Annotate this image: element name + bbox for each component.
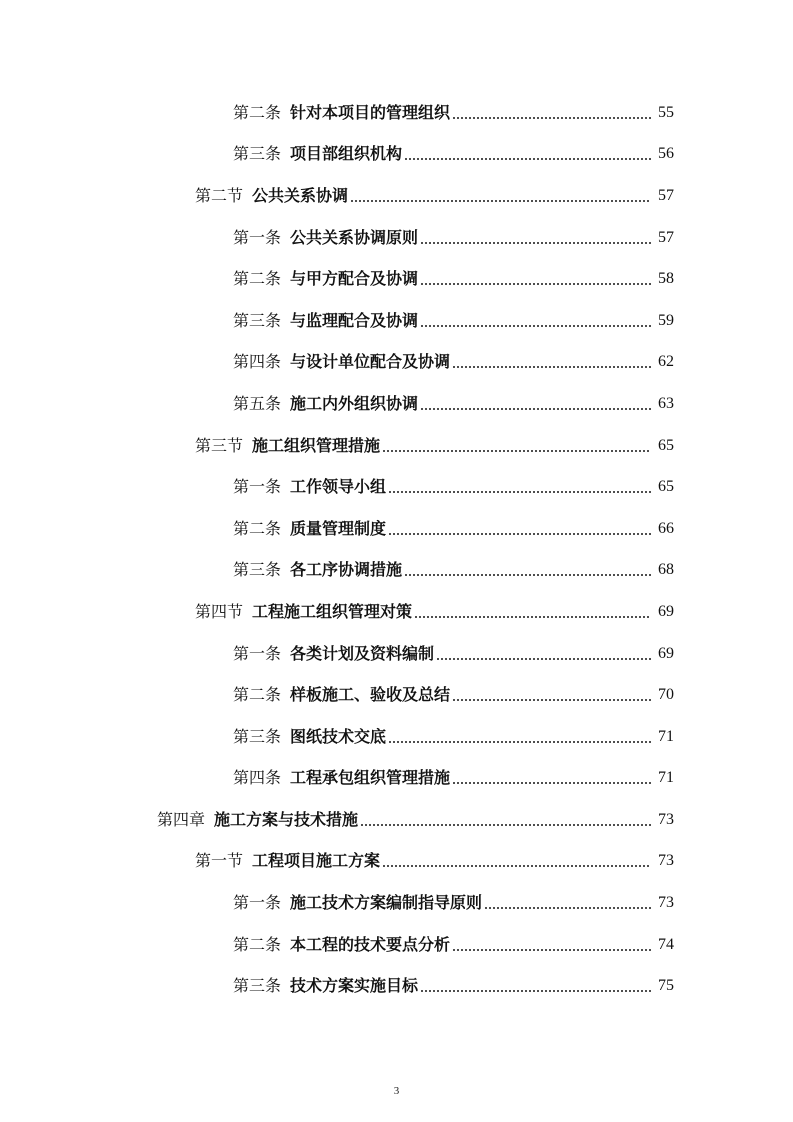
- toc-entry[interactable]: [0, 175, 793, 217]
- toc-entry-page: 66: [658, 519, 674, 537]
- toc-dot-leader: [452, 365, 651, 369]
- toc-entry-number: 第一条: [233, 227, 282, 247]
- toc-entry-title: 公共关系协调: [252, 185, 349, 205]
- toc-dot-leader: [420, 241, 651, 245]
- toc-entry-number: 第四节: [195, 601, 244, 621]
- toc-entry-number: 第四章: [157, 809, 206, 829]
- toc-entry-number: 第三条: [233, 726, 282, 746]
- toc-dot-leader: [436, 657, 651, 661]
- toc-entry-page: 62: [658, 353, 674, 371]
- toc-entry[interactable]: [0, 258, 793, 300]
- toc-entry-page: 73: [658, 894, 674, 912]
- toc-entry[interactable]: [0, 383, 793, 425]
- toc-dot-leader: [452, 116, 651, 120]
- toc-dot-leader: [452, 781, 651, 785]
- toc-dot-leader: [404, 157, 651, 161]
- toc-dot-leader: [414, 615, 651, 619]
- toc-entry[interactable]: [0, 799, 793, 841]
- toc-entry-title: 本工程的技术要点分析: [290, 934, 451, 954]
- toc-entry[interactable]: [0, 217, 793, 259]
- toc-entry-number: 第二条: [233, 518, 282, 538]
- toc-entry-title: 施工技术方案编制指导原则: [290, 893, 483, 913]
- toc-entry[interactable]: [0, 882, 793, 924]
- toc-entry-page: 69: [658, 602, 674, 620]
- toc-dot-leader: [382, 864, 651, 868]
- toc-entry-page: 71: [658, 727, 674, 745]
- toc-entry[interactable]: [0, 92, 793, 134]
- toc-dot-leader: [420, 282, 651, 286]
- toc-entry[interactable]: [0, 965, 793, 1007]
- toc-entry[interactable]: [0, 550, 793, 592]
- toc-entry-page: 65: [658, 436, 674, 454]
- toc-dot-leader: [388, 490, 651, 494]
- toc-entry[interactable]: [0, 300, 793, 342]
- toc-entry-number: 第二节: [195, 185, 244, 205]
- toc-entry[interactable]: [0, 924, 793, 966]
- toc-entry-title: 各类计划及资料编制: [290, 643, 435, 663]
- toc-entry-number: 第二条: [233, 685, 282, 705]
- toc-dot-leader: [350, 199, 651, 203]
- page-number: 3: [393, 1085, 400, 1097]
- toc-dot-leader: [420, 324, 651, 328]
- toc-entry-number: 第一条: [233, 893, 282, 913]
- toc-entry-title: 与监理配合及协调: [290, 310, 419, 330]
- toc-entry-page: 57: [658, 228, 674, 246]
- toc-entry-number: 第三条: [233, 310, 282, 330]
- toc-entry-page: 69: [658, 644, 674, 662]
- toc-entry-number: 第一条: [233, 643, 282, 663]
- toc-entry[interactable]: [0, 134, 793, 176]
- toc-entry-title: 施工组织管理措施: [252, 435, 381, 455]
- toc-entry-page: 75: [658, 977, 674, 995]
- toc-entry-number: 第二条: [233, 102, 282, 122]
- toc-entry-page: 56: [658, 145, 674, 163]
- toc-dot-leader: [484, 906, 651, 910]
- toc-entry[interactable]: [0, 674, 793, 716]
- toc-entry[interactable]: [0, 508, 793, 550]
- toc-dot-leader: [452, 698, 651, 702]
- toc-dot-leader: [382, 449, 651, 453]
- toc-dot-leader: [388, 532, 651, 536]
- toc-entry-number: 第三条: [233, 560, 282, 580]
- toc-entry[interactable]: [0, 841, 793, 883]
- toc-dot-leader: [404, 573, 651, 577]
- toc-entry-title: 工程施工组织管理对策: [252, 601, 413, 621]
- toc-entry-title: 施工方案与技术措施: [214, 809, 359, 829]
- toc-entry-title: 工作领导小组: [290, 477, 387, 497]
- toc-entry-number: 第二条: [233, 934, 282, 954]
- toc-dot-leader: [388, 740, 651, 744]
- toc-entry-title: 质量管理制度: [290, 518, 387, 538]
- toc-entry-page: 65: [658, 478, 674, 496]
- toc-entry-page: 73: [658, 852, 674, 870]
- toc-entry-page: 71: [658, 769, 674, 787]
- toc-entry-title: 技术方案实施目标: [290, 976, 419, 996]
- toc-entry[interactable]: [0, 342, 793, 384]
- toc-entry-page: 68: [658, 561, 674, 579]
- toc-entry-page: 55: [658, 103, 674, 121]
- toc-dot-leader: [420, 989, 651, 993]
- toc-entry-number: 第三条: [233, 976, 282, 996]
- toc-entry-title: 工程承包组织管理措施: [290, 768, 451, 788]
- toc-entry[interactable]: [0, 633, 793, 675]
- toc-entry[interactable]: [0, 758, 793, 800]
- toc-dot-leader: [360, 823, 651, 827]
- toc-entry-number: 第一条: [233, 477, 282, 497]
- toc-entry-number: 第五条: [233, 393, 282, 413]
- toc-entry-page: 70: [658, 686, 674, 704]
- toc-entry-page: 63: [658, 394, 674, 412]
- toc-entry-number: 第四条: [233, 352, 282, 372]
- toc-entry-title: 公共关系协调原则: [290, 227, 419, 247]
- toc-entry-page: 57: [658, 186, 674, 204]
- toc-entry-title: 针对本项目的管理组织: [290, 102, 451, 122]
- toc-entry[interactable]: [0, 425, 793, 467]
- toc-entry-number: 第三条: [233, 144, 282, 164]
- toc-dot-leader: [420, 407, 651, 411]
- table-of-contents: [0, 92, 793, 1007]
- toc-entry-title: 图纸技术交底: [290, 726, 387, 746]
- toc-dot-leader: [452, 948, 651, 952]
- toc-entry[interactable]: [0, 716, 793, 758]
- toc-entry-number: 第一节: [195, 851, 244, 871]
- toc-entry[interactable]: [0, 591, 793, 633]
- toc-entry-number: 第三节: [195, 435, 244, 455]
- toc-entry-page: 59: [658, 311, 674, 329]
- toc-entry-page: 58: [658, 270, 674, 288]
- toc-entry-title: 与甲方配合及协调: [290, 269, 419, 289]
- toc-entry-title: 项目部组织机构: [290, 144, 403, 164]
- toc-entry-title: 样板施工、验收及总结: [290, 685, 451, 705]
- toc-entry-page: 73: [658, 810, 674, 828]
- toc-entry[interactable]: [0, 466, 793, 508]
- toc-entry-title: 工程项目施工方案: [252, 851, 381, 871]
- toc-entry-page: 74: [658, 935, 674, 953]
- toc-entry-title: 施工内外组织协调: [290, 393, 419, 413]
- toc-entry-number: 第二条: [233, 269, 282, 289]
- toc-entry-title: 与设计单位配合及协调: [290, 352, 451, 372]
- toc-entry-number: 第四条: [233, 768, 282, 788]
- toc-entry-title: 各工序协调措施: [290, 560, 403, 580]
